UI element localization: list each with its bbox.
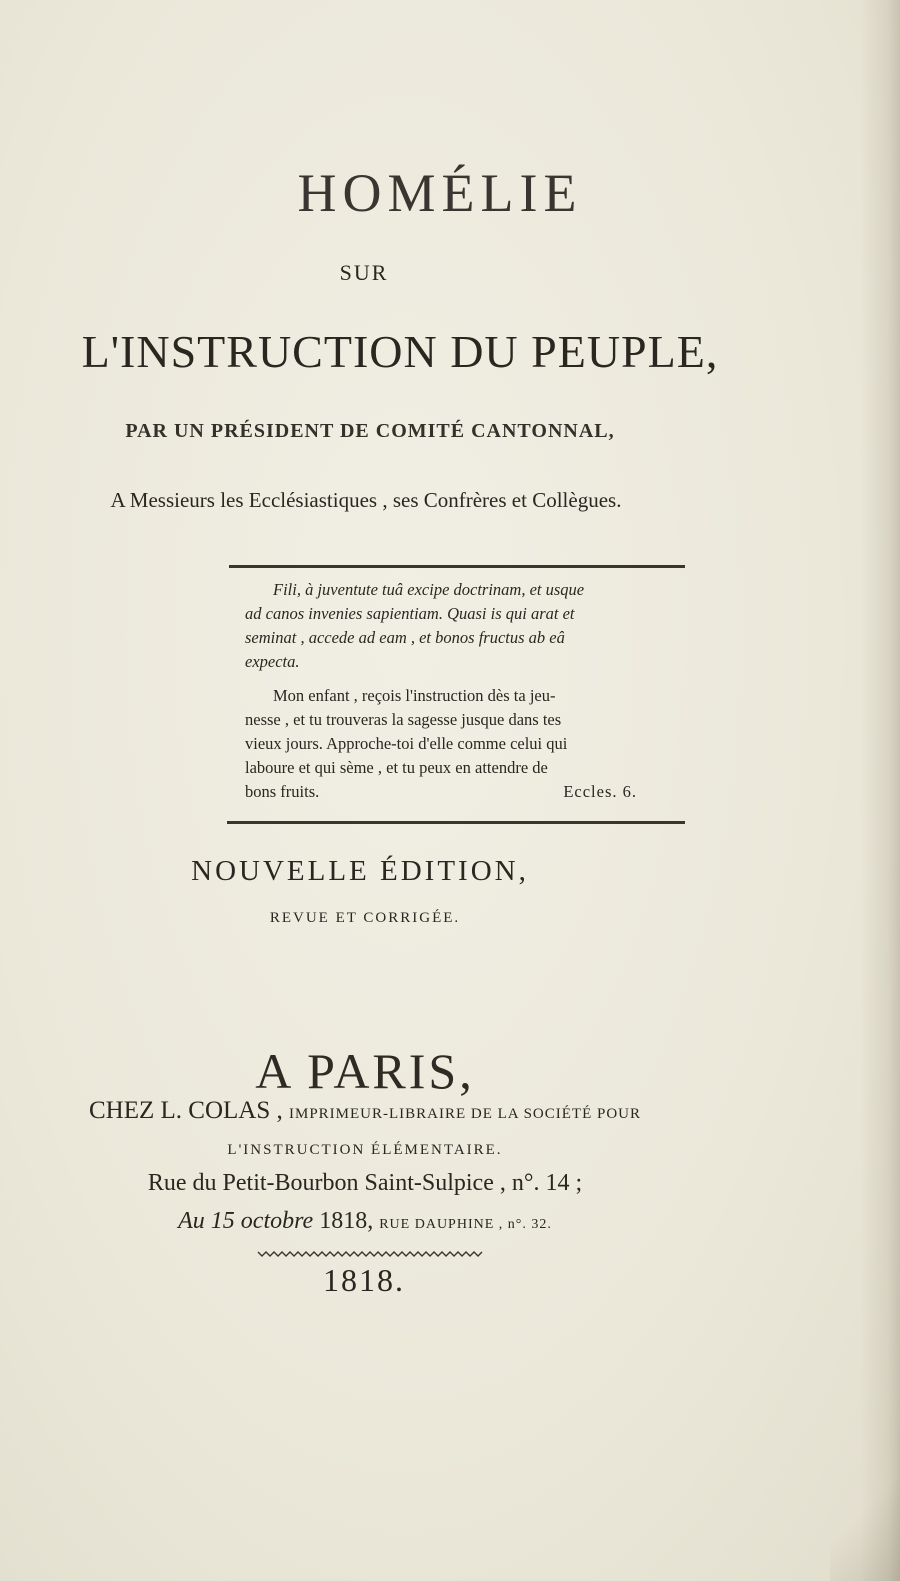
author-line: PAR UN PRÉSIDENT DE COMITÉ CANTONNAL,: [125, 420, 615, 442]
epigraph-latin: [245, 578, 697, 674]
book-title: HOMÉLIE: [297, 163, 583, 223]
page-corner-wear: [830, 1471, 900, 1581]
rule-top: [229, 565, 685, 568]
edition-note: REVUE ET CORRIGÉE.: [269, 910, 461, 926]
imprint-city: A PARIS,: [255, 1043, 475, 1099]
epigraph: [245, 578, 697, 804]
book-subject: L'INSTRUCTION DU PEUPLE,: [81, 326, 719, 377]
epigraph-latin-line: seminat , accede ad eam , et bonos fructus ab eâ: [245, 628, 565, 647]
epigraph-french-line: laboure et qui sème , et tu peux en attendre de: [245, 758, 548, 777]
ornament-rule: [256, 1250, 484, 1258]
date-year: 1818,: [319, 1208, 374, 1234]
dedication-line: A Messieurs les Ecclésiastiques , ses Confrères et Collègues.: [110, 488, 622, 512]
epigraph-french-line: vieux jours. Approche-toi d'elle comme celui qui: [245, 734, 568, 753]
publisher-role: IMPRIMEUR-LIBRAIRE DE LA SOCIÉTÉ POUR: [288, 1106, 641, 1122]
epigraph-french-line: [245, 780, 697, 804]
date-prefix: Au 15 octobre: [178, 1208, 314, 1234]
epigraph-latin-line: Fili, à juventute tuâ excipe doctrinam, et usque: [273, 580, 585, 599]
address-2: RUE DAUPHINE , n°. 32.: [379, 1217, 552, 1232]
imprint-year: 1818.: [323, 1262, 405, 1298]
epigraph-french-line: nesse , et tu trouveras la sagesse jusque dans tes: [245, 710, 562, 729]
epigraph-latin-line: expecta.: [245, 652, 300, 671]
epigraph-french-last: bons fruits.: [245, 782, 320, 801]
epigraph-french: [245, 684, 697, 804]
publisher-name: CHEZ L. COLAS ,: [88, 1097, 283, 1124]
epigraph-french-line: Mon enfant , reçois l'instruction dès ta jeu-: [273, 686, 556, 705]
publisher-role-2: L'INSTRUCTION ÉLÉMENTAIRE.: [227, 1142, 503, 1158]
imprint-publisher: [0, 1097, 815, 1125]
title-connector: SUR: [339, 260, 389, 285]
edition-line: NOUVELLE ÉDITION,: [191, 855, 529, 887]
page-edge-shadow: [860, 0, 900, 1581]
epigraph-latin-line: ad canos invenies sapientiam. Quasi is qui arat et: [245, 604, 575, 623]
imprint-address: Rue du Petit-Bourbon Saint-Sulpice , n°. 14 ;: [147, 1170, 583, 1196]
epigraph-source: Eccles. 6.: [563, 782, 637, 801]
imprint-date-line: [0, 1208, 815, 1235]
rule-bottom: [227, 821, 685, 824]
